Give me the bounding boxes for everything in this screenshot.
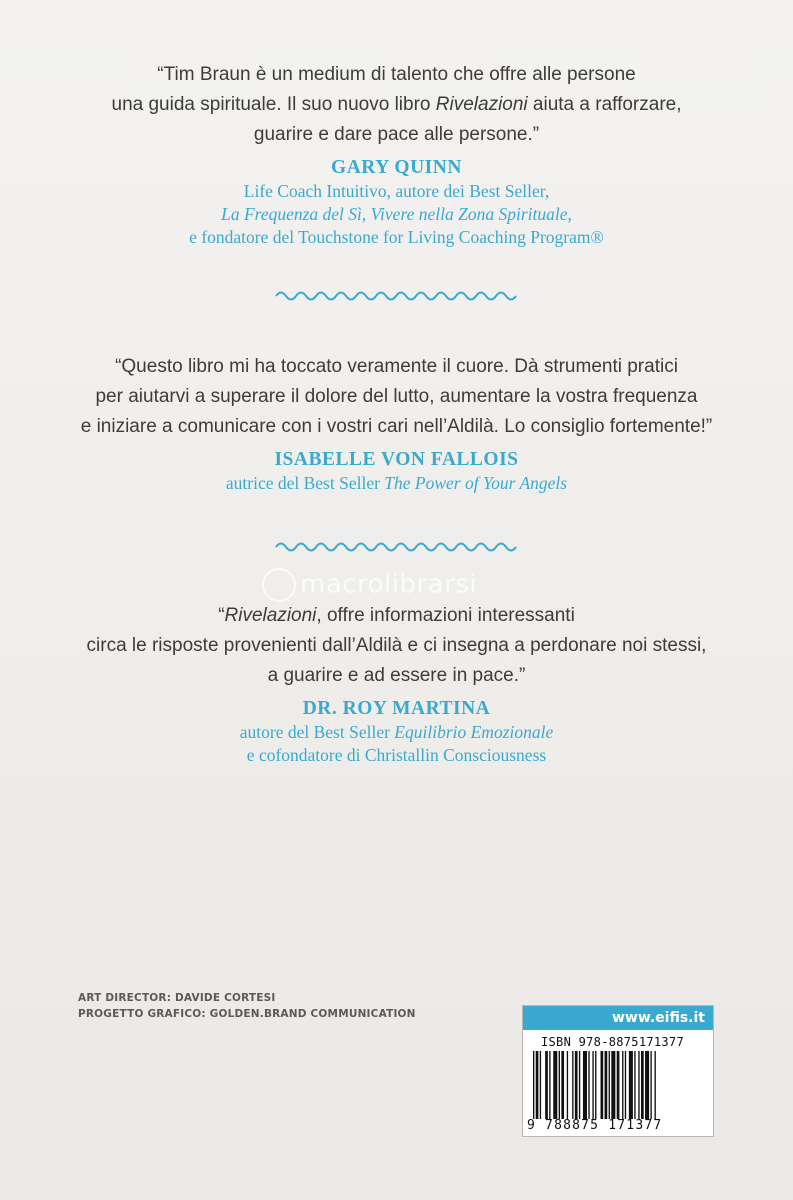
- barcode-bar: [549, 1051, 550, 1119]
- wave-divider: [0, 537, 793, 557]
- quote-block-3: [0, 601, 793, 767]
- book-title: Rivelazioni: [435, 94, 528, 115]
- credits: [78, 990, 416, 1022]
- author-name: DR. ROY MARTINA: [302, 698, 491, 719]
- isbn-label: ISBN 978-8875171377: [541, 1035, 684, 1049]
- barcode-bar: [553, 1051, 557, 1119]
- barcode-bar: [611, 1051, 615, 1119]
- barcode-bar: [634, 1051, 635, 1119]
- book-title: Rivelazioni: [224, 605, 317, 626]
- barcode-bar: [533, 1051, 534, 1119]
- quote-text: [0, 352, 793, 442]
- watermark-logo-icon: [262, 568, 296, 602]
- quote-block-2: [0, 352, 793, 495]
- quote-line: per aiutarvi a superare il dolore del lutto, aumentare la vostra frequenza: [95, 386, 698, 407]
- barcode-bar: [540, 1051, 541, 1119]
- quote-line: e iniziare a comunicare con i vostri cari nell’Aldilà. Lo consiglio fortemente!”: [80, 416, 713, 437]
- book-title: Equilibrio Emozionale: [394, 722, 554, 742]
- barcode-bar: [575, 1051, 578, 1119]
- barcode-bar: [592, 1051, 593, 1119]
- barcode-bar: [641, 1051, 644, 1119]
- barcode-bar: [588, 1051, 589, 1119]
- author-role: autrice del Best Seller The Power of Your Angels: [225, 473, 568, 493]
- barcode-bar: [650, 1051, 651, 1119]
- barcode-bar: [605, 1051, 608, 1119]
- author-name: ISABELLE VON FALLOIS: [274, 449, 519, 470]
- quote-line: una guida spirituale. Il suo nuovo libro Rivelazioni aiuta a rafforzare,: [111, 94, 682, 115]
- barcode-bar: [583, 1051, 587, 1119]
- barcode-bar: [625, 1051, 626, 1119]
- wave-divider: [0, 286, 793, 306]
- author-name: GARY QUINN: [331, 157, 462, 178]
- quote-block-1: [0, 60, 793, 249]
- barcode-bar: [645, 1051, 649, 1119]
- barcode-bar: [629, 1051, 633, 1119]
- quote-text: [0, 60, 793, 150]
- quote-line: “Questo libro mi ha toccato veramente il cuore. Dà strumenti pratici: [115, 356, 678, 377]
- barcode-box: [522, 1005, 714, 1137]
- barcode-bar: [567, 1051, 568, 1119]
- barcode-bar: [572, 1051, 573, 1119]
- art-director-credit: ART DIRECTOR: DAVIDE CORTESI: [78, 992, 276, 1004]
- barcode-bar: [609, 1051, 610, 1119]
- author-role: autore del Best Seller Equilibrio Emozionale e cofondatore di Christallin Consciousness: [239, 722, 554, 765]
- quote-line: guarire e dare pace alle persone.”: [253, 124, 540, 145]
- barcode-bar: [655, 1051, 656, 1119]
- barcode-bar: [536, 1051, 539, 1119]
- quote-line: “Rivelazioni, offre informazioni interessanti: [218, 605, 575, 626]
- barcode-bar: [601, 1051, 604, 1119]
- watermark: macrolibrarsi: [262, 568, 477, 602]
- barcode-bar: [595, 1051, 596, 1119]
- quote-line: “Tim Braun è un medium di talento che offre alle persone: [157, 64, 636, 85]
- publisher-website: www.eifis.it: [523, 1006, 713, 1030]
- book-titles: La Frequenza del Sì, Vivere nella Zona Spirituale: [221, 204, 568, 224]
- barcode-digits: 9 788875 171377: [527, 1118, 663, 1133]
- book-title: The Power of Your Angels: [384, 473, 568, 493]
- barcode-bar: [622, 1051, 623, 1119]
- barcode-bar: [561, 1051, 564, 1119]
- barcode-bar: [559, 1051, 560, 1119]
- barcode-bar: [638, 1051, 639, 1119]
- barcode-bar: [545, 1051, 548, 1119]
- barcode-bar: [579, 1051, 580, 1119]
- quote-text: [0, 601, 793, 691]
- design-credit: PROGETTO GRAFICO: GOLDEN.BRAND COMMUNICATION: [78, 1008, 416, 1020]
- quote-line: circa le risposte provenienti dall’Aldilà e ci insegna a perdonare noi stessi,: [86, 635, 707, 656]
- quote-line: a guarire e ad essere in pace.”: [267, 665, 526, 686]
- barcode-bar: [617, 1051, 620, 1119]
- barcode-bars: [531, 1051, 707, 1119]
- author-role: Life Coach Intuitivo, autore dei Best Seller, La Frequenza del Sì, Vivere nella Zona Spirituale, e fondatore del Touchstone for Living Coaching Program®: [189, 181, 604, 247]
